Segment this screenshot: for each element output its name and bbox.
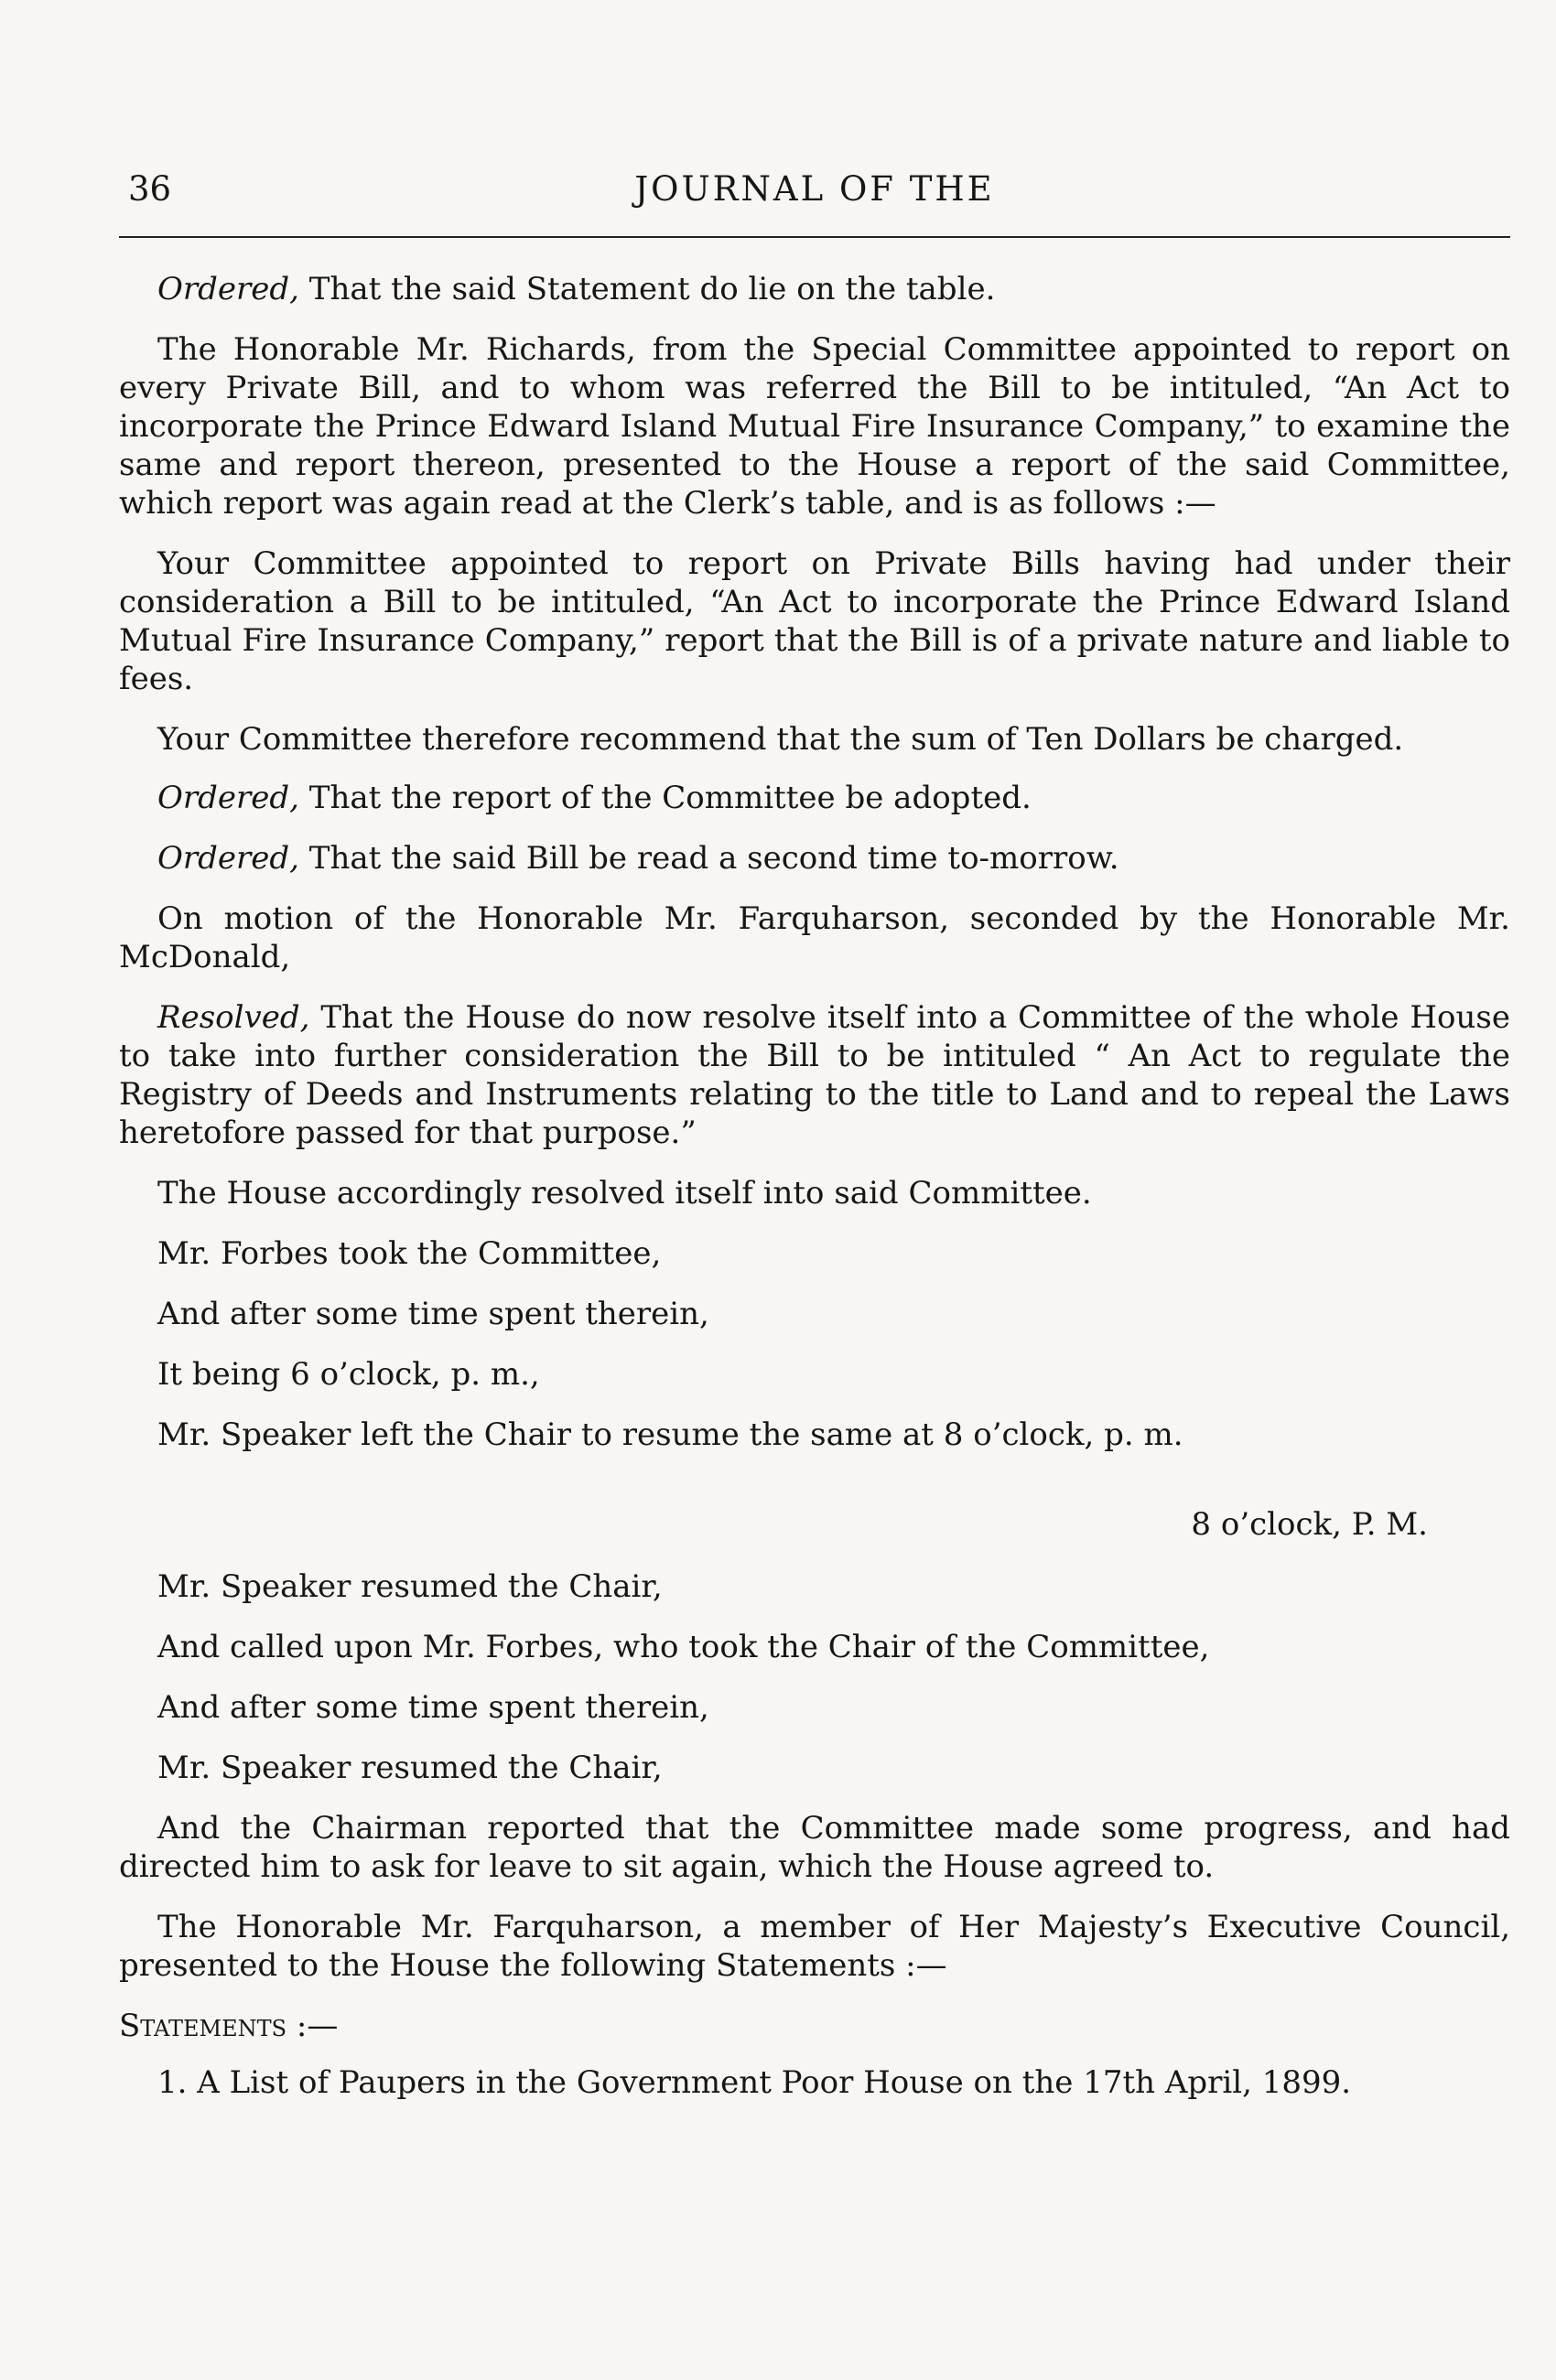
paragraph (119, 839, 1510, 878)
page-number: 36 (128, 169, 172, 209)
paragraph-lead: Resolved, (157, 999, 310, 1036)
paragraph-text: Mr. Speaker left the Chair to resume the same at 8 o’clock, p. m. (157, 1416, 1183, 1453)
paragraph-lead: Ordered, (157, 840, 299, 877)
paragraph: The Honorable Mr. Farquharson, a member of Her Majesty’s Executive Council, presented to the House the following Statements :— (119, 1909, 1510, 1984)
paragraph-text: That the said Bill be read a second time to-morrow. (298, 840, 1119, 877)
evening-time: 8 o’clock, P. M. (1191, 1506, 1428, 1543)
paragraph (119, 1355, 1510, 1394)
paragraph (119, 1416, 1510, 1454)
statements-heading: Statements :— (119, 2008, 339, 2044)
paragraph-text: The Honorable Mr. Richards, from the Special Committee appointed to report on every Private Bill, and to whom was referred the Bill to be intituled, “An Act to incorporate the Prince Edward Island Mutual Fire Insurance Company,” to examine the same and report thereon, presented to the House a report of the said Committee, which report was again read at the Clerk’s table, and is as follows :— (119, 331, 1510, 522)
paragraph-lead: Ordered, (157, 271, 299, 307)
paragraph (119, 1174, 1510, 1212)
paragraph (119, 998, 1510, 1152)
paragraph (119, 330, 1510, 522)
paragraph (119, 720, 1510, 759)
paragraph: And the Chairman reported that the Committee made some progress, and had directed him to ask for leave to sit again, which the House agreed to. (119, 1810, 1510, 1885)
paragraph (119, 1295, 1510, 1333)
paragraph-text: It being 6 o’clock, p. m., (157, 1356, 540, 1393)
paragraph-text: That the report of the Committee be adopted. (298, 780, 1032, 816)
paragraph: And called upon Mr. Forbes, who took the Chair of the Committee, (157, 1629, 1210, 1665)
paragraph (119, 544, 1510, 698)
paragraph-text: On motion of the Honorable Mr. Farquharson, seconded by the Honorable Mr. McDonald, (119, 900, 1510, 975)
paragraph-text: And after some time spent therein, (157, 1296, 709, 1332)
header-rule (119, 236, 1510, 238)
statement-item: 1. A List of Paupers in the Government Poor House on the 17th April, 1899. (157, 2064, 1352, 2101)
paragraph (119, 899, 1510, 976)
paragraph-text: Mr. Forbes took the Committee, (157, 1235, 662, 1272)
paragraph-text: That the House do now resolve itself into a Committee of the whole House to take into further consideration the Bill to be intituled “ An Act to regulate the Registry of Deeds and Instruments relating to the title to Land and to repeal the Laws heretofore passed for that purpose.” (119, 999, 1510, 1151)
paragraph: Mr. Speaker resumed the Chair, (157, 1750, 663, 1786)
paragraph (119, 270, 1510, 308)
paragraph (119, 1234, 1510, 1273)
running-title: JOURNAL OF THE (634, 169, 995, 209)
paragraph: And after some time spent therein, (157, 1689, 709, 1726)
paragraph-text: Your Committee therefore recommend that the sum of Ten Dollars be charged. (157, 721, 1404, 758)
paragraph-text: The House accordingly resolved itself into said Committee. (157, 1175, 1092, 1212)
paragraph (119, 779, 1510, 817)
paragraph-text: That the said Statement do lie on the table. (298, 271, 996, 307)
paragraph-text: Your Committee appointed to report on Private Bills having had under their consideration a Bill to be intituled, “An Act to incorporate the Prince Edward Island Mutual Fire Insurance Company,” report that the Bill is of a private nature and liable to fees. (119, 545, 1510, 697)
paragraph-lead: Ordered, (157, 780, 299, 816)
paragraph: Mr. Speaker resumed the Chair, (157, 1568, 663, 1605)
page-header (119, 169, 1510, 221)
journal-body (119, 270, 1510, 2124)
